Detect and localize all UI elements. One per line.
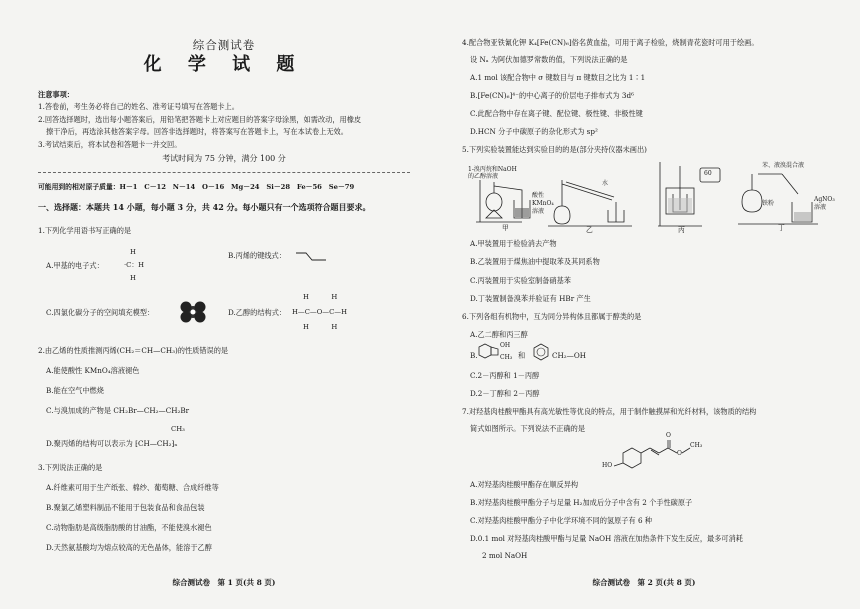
page-2 xyxy=(462,0,835,609)
lbl-ding: 丁 xyxy=(778,224,785,232)
question-4: 4.配合物亚铁氰化钾 K₄[Fe(CN)₆]俗名黄血盐，可用于离子检验，烧制青花瓷时可用于绘画。 xyxy=(462,38,759,47)
q1a-formula-bot: H xyxy=(130,274,136,282)
q7-ho: HO xyxy=(602,462,613,469)
q2d-ch3: CH₃ xyxy=(171,425,185,433)
lbl-bing: 丙 xyxy=(678,226,685,234)
question-7: 7.对羟基肉桂酸甲酯具有高光敏性等优良的特点，用于制作触摸屏和光纤材料，该物质的结构 xyxy=(462,407,757,416)
q6-option-c: C.2－丙醇和 1－丙醇 xyxy=(470,371,540,380)
q1d-top: H H xyxy=(303,293,338,301)
q7-option-d: D.0.1 mol 对羟基肉桂酸甲酯与足量 NaOH 溶液在加热条件下发生反应，最多可消耗 xyxy=(470,534,743,543)
lbl-60: 60 xyxy=(704,170,712,177)
q2-option-a: A.能使酸性 KMnO₄溶液褪色 xyxy=(46,366,140,375)
lbl-kmno4-a: 酸性 xyxy=(532,192,545,199)
q7-option-c: C.对羟基肉桂酸甲酯分子中化学环境不同的氢原子有 6 种 xyxy=(470,516,652,525)
q1-option-c: C.四氯化碳分子的空间填充模型： xyxy=(46,308,155,317)
q1-option-b: B.丙烯的键线式： xyxy=(228,251,286,260)
question-4-cont: 设 Nₐ 为阿伏加德罗常数的值，下列说法正确的是 xyxy=(470,55,628,64)
notice-2b: 擦干净后，再选涂其他答案字母。回答非选择题时，将答案写在答题卡上，写在本试卷上无效。 xyxy=(46,127,348,136)
q4-option-d: D.HCN 分子中碳原子的杂化形式为 sp² xyxy=(470,127,598,136)
q3-option-d: D.天然氨基酸均为熔点较高的无色晶体，能溶于乙醇 xyxy=(46,543,212,552)
q6-option-d: D.2－丁醇和 2－丙醇 xyxy=(470,389,540,398)
q7-option-d-cont: 2 mol NaOH xyxy=(482,551,528,560)
q4-option-a: A.1 mol 该配合物中 σ 键数目与 π 键数目之比为 1∶1 xyxy=(470,73,646,82)
q5-option-b: B.乙装置用于煤焦油中提取苯及其同系物 xyxy=(470,257,600,266)
benzene-ring-icon xyxy=(532,343,550,361)
exam-info: 考试时间为 75 分钟，满分 100 分 xyxy=(162,154,286,163)
q7-structure xyxy=(592,432,742,476)
q3-option-b: B.聚氯乙烯塑料制品不能用于包装食品和食品包装 xyxy=(46,503,205,512)
q7-option-b: B.对羟基肉桂酸甲酯分子与足量 H₂加成后分子中含有 2 个手性碳原子 xyxy=(470,498,693,507)
lbl-kmno4-b: KMnO₄ xyxy=(532,200,554,207)
exam-subtitle: 综合测试卷 xyxy=(192,38,256,52)
indanol-structure-icon xyxy=(478,342,500,364)
question-7-cont: 简式如图所示。下列说法不正确的是 xyxy=(470,424,586,433)
q1a-formula-top: H xyxy=(130,248,136,256)
question-6: 6.下列各组有机物中，互为同分异构体且都属于醇类的是 xyxy=(462,312,642,321)
page-1-footer: 综合测试卷 第 1 页(共 8 页) xyxy=(172,578,276,587)
q7-o-ester: O xyxy=(677,450,682,457)
q1a-formula-mid: ·C：H xyxy=(124,261,145,269)
q3-option-a: A.纤维素可用于生产纸张、棉纱、葡萄糖、合成纤维等 xyxy=(46,483,219,492)
lbl-benzene-bromine: 苯、液溴混合液 xyxy=(762,162,805,169)
q5-apparatus-figure xyxy=(462,160,835,234)
exam-title: 化 学 试 题 xyxy=(143,54,305,75)
q1d-mid: H—C—O—C—H xyxy=(292,308,348,316)
question-2: 2.由乙烯的性质推测丙烯(CH₂＝CH—CH₃)的性质错误的是 xyxy=(38,346,229,355)
question-1: 1.下列化学用语书写正确的是 xyxy=(38,226,132,235)
divider xyxy=(38,172,410,173)
ccl4-model-icon xyxy=(180,300,206,324)
propene-skeletal-icon xyxy=(296,250,326,262)
lbl-agno3-b: 溶液 xyxy=(814,204,827,211)
lbl-jia: 甲 xyxy=(502,224,509,232)
question-3: 3.下列说法正确的是 xyxy=(38,463,103,472)
q4-option-b: B.[Fe(CN)₆]⁴⁻的中心离子的价层电子排布式为 3d⁶ xyxy=(470,91,634,100)
q5-option-d: D.丁装置制备溴苯并验证有 HBr 产生 xyxy=(470,294,591,303)
q1-option-a: A.甲基的电子式： xyxy=(46,261,104,270)
atomic-mass: 可能用到的相对原子质量：H－1 C－12 N－14 O－16 Mg－24 Si－28 Fe－56 Se－79 xyxy=(38,183,355,191)
methyl-hydroxycinnamate-icon xyxy=(592,436,742,476)
page-1 xyxy=(38,0,410,609)
q5-option-a: A.甲装置用于检验消去产物 xyxy=(470,239,557,248)
q6-option-b: B. xyxy=(470,351,478,360)
notice-2a: 2.回答选择题时，选出每小题答案后，用铅笔把答题卡上对应题目的答案字母涂黑，如需改动，用橡皮 xyxy=(38,115,362,124)
q6-option-a: A.乙二醇和丙三醇 xyxy=(470,330,528,339)
q2-option-b: B.能在空气中燃烧 xyxy=(46,386,104,395)
q2-option-c: C.与溴加成的产物是 CH₂Br—CH₂—CH₂Br xyxy=(46,406,190,415)
lbl-naoh-2: 的乙醇溶液 xyxy=(468,173,499,180)
notice-title: 注意事项： xyxy=(38,90,74,99)
lbl-iron: 铁粉 xyxy=(762,200,775,207)
q7-o-top: O xyxy=(666,432,671,439)
q7-ch3: CH₃ xyxy=(690,442,703,449)
q5-option-c: C.丙装置用于实验室制备硝基苯 xyxy=(470,276,571,285)
q1d-bot: H H xyxy=(303,323,338,331)
section-heading: 一、选择题：本题共 14 小题，每小题 3 分，共 42 分。每小题只有一个选项符合题目要求。 xyxy=(38,202,371,212)
page-2-footer: 综合测试卷 第 2 页(共 8 页) xyxy=(592,578,696,587)
q4-option-c: C.此配合物中存在离子键、配位键、极性键、非极性键 xyxy=(470,109,643,118)
q1-option-d: D.乙醇的结构式： xyxy=(228,308,287,317)
notice-1: 1.答卷前，考生务必将自己的姓名、准考证号填写在答题卡上。 xyxy=(38,102,239,111)
lbl-water: 水 xyxy=(602,180,609,187)
q6b-oh: OH xyxy=(500,342,511,349)
notice-3: 3.考试结束后，将本试卷和答题卡一并交回。 xyxy=(38,140,182,149)
q3-option-c: C.动物脂肪是高级脂肪酸的甘油酯，不能使溴水褪色 xyxy=(46,523,212,532)
lbl-yi: 乙 xyxy=(586,226,593,234)
q2-option-d: D.聚丙烯的结构可以表示为 ⁅CH—CH₂⁆ₙ xyxy=(46,439,178,448)
q7-option-a: A.对羟基肉桂酸甲酯存在顺反异构 xyxy=(470,480,579,489)
lbl-agno3-a: AgNO₃ xyxy=(814,196,835,203)
lbl-naoh-1: 1-溴丙烷和NaOH xyxy=(468,166,517,173)
lbl-kmno4-c: 溶液 xyxy=(532,208,545,215)
question-5: 5.下列实验装置能达到实验目的的是(部分夹持仪器未画出) xyxy=(462,145,647,154)
q6b-ch2oh: CH₂—OH xyxy=(552,351,586,360)
q6b-and: 和 xyxy=(518,351,526,360)
q6b-ch3: CH₃ xyxy=(500,354,513,361)
